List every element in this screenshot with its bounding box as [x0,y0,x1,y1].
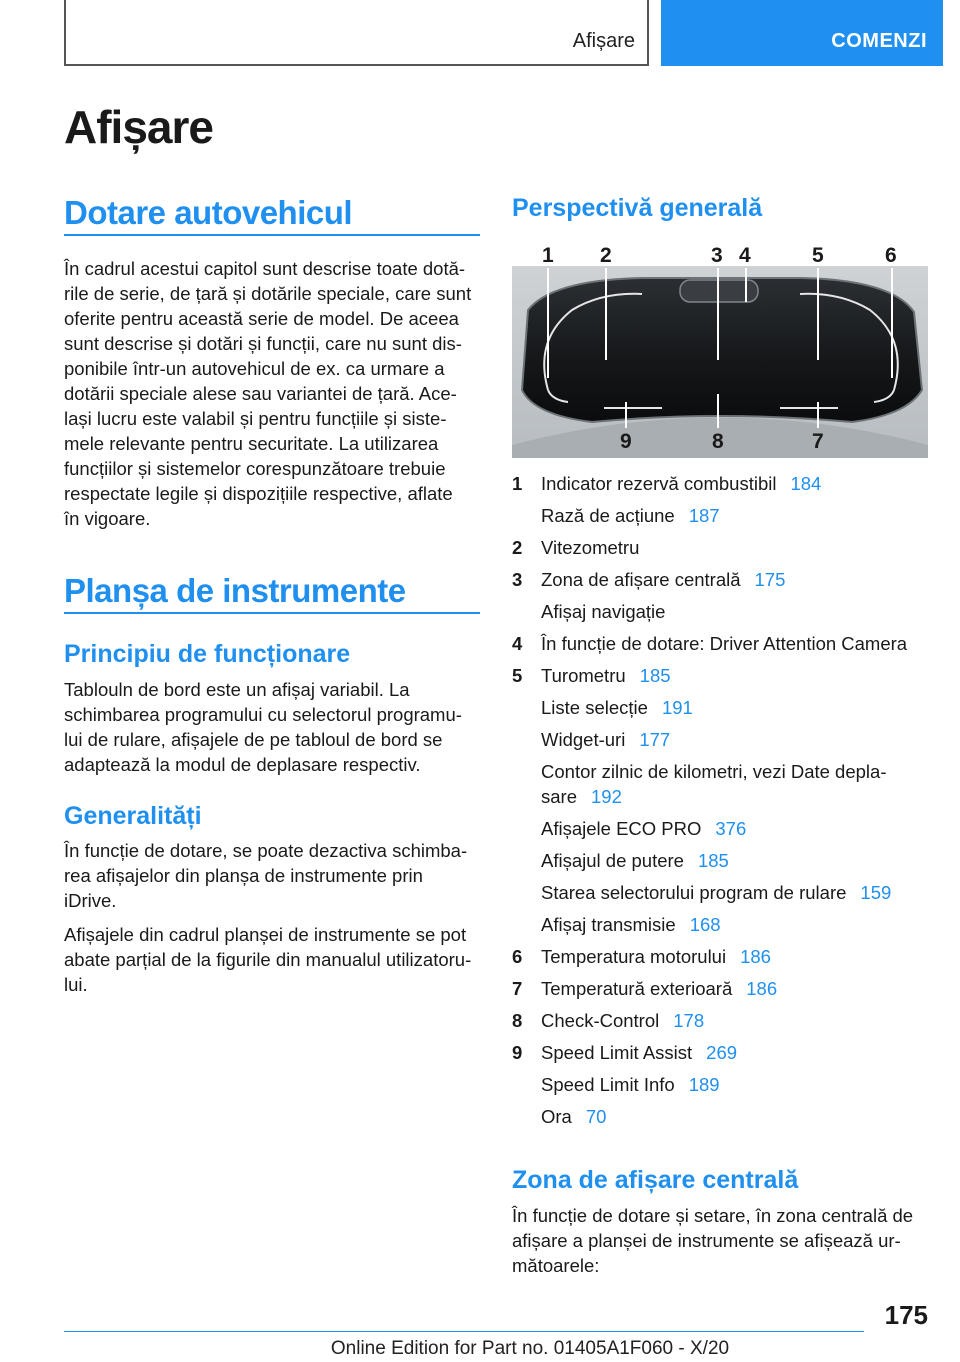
legend-text [541,880,931,905]
legend-label: Starea selectorului program de rulare [541,882,847,903]
header-section-box [64,0,649,66]
legend-text [541,759,931,809]
legend-label: Contor zilnic de kilometri, vezi Date depla- [541,761,887,782]
text-line: lui. [64,974,88,995]
legend-item [512,880,928,912]
legend-item [512,1040,928,1072]
legend-item [512,631,928,663]
paragraph-dotare [64,256,480,531]
legend-text [541,471,931,496]
heading-plansa-de-instrumente: Planșa de instrumente [64,572,406,609]
legend-label: Afișajul de putere [541,850,684,871]
legend-number: 6 [512,946,523,967]
legend-label: Speed Limit Info [541,1074,675,1095]
legend-label: Turometru [541,665,626,686]
instrument-cluster-illustration [512,240,928,458]
paragraph-zona [512,1203,928,1278]
legend-text [541,816,931,841]
legend-item [512,1072,928,1104]
legend-number: 7 [512,978,523,999]
page-reference-link[interactable]: 175 [754,569,786,590]
legend-item [512,944,928,976]
text-line: oferite pentru această serie de model. De aceea [64,308,459,329]
legend-text [541,944,931,969]
legend-text [541,1008,931,1033]
figure-label-4: 4 [739,244,751,267]
text-line: afișare a planșei de instrumente se afișează ur- [512,1230,901,1251]
legend-text [541,503,931,528]
text-line: lui de rulare, afișajele de pe tabloul de bord se [64,729,443,750]
paragraph-principiu [64,677,480,777]
legend-label: Rază de acțiune [541,505,675,526]
page-reference-link[interactable]: 159 [860,882,892,903]
legend-label: Ora [541,1106,572,1127]
heading-perspectiva-generala: Perspectivă generală [512,194,763,222]
figure-label-1: 1 [542,244,554,267]
page-number: 175 [884,1300,928,1330]
text-line: mătoarele: [512,1255,600,1276]
page-reference-link[interactable]: 168 [689,914,721,935]
legend-label: Temperatura motorului [541,946,727,967]
legend-number: 1 [512,473,523,494]
legend-label: Speed Limit Assist [541,1042,693,1063]
figure-label-2: 2 [600,244,612,267]
heading-dotare-autovehicul: Dotare autovehicul [64,194,353,231]
page-title: Afișare [64,101,213,153]
heading-rule [64,612,480,614]
instrument-cluster-figure [512,240,928,458]
page-reference-link[interactable]: 192 [591,786,622,807]
legend-text [541,599,931,624]
footer-rule [64,1331,864,1332]
legend-item [512,1104,928,1136]
text-line: rea afișajelor din planșa de instrumente prin [64,865,423,886]
figure-label-9: 9 [620,430,632,453]
page-reference-link[interactable]: 191 [661,697,693,718]
footer-edition [0,1338,960,1360]
legend-label: Liste selecție [541,697,648,718]
legend-label: Check-Control [541,1010,660,1031]
heading-zona-de-afisare-centrala: Zona de afișare centrală [512,1166,799,1194]
figure-label-7: 7 [812,430,824,453]
figure-legend-list [512,471,928,1136]
legend-text [541,567,931,592]
page-reference-link[interactable]: 187 [688,505,720,526]
legend-text [541,976,931,1001]
heading-generalitati: Generalități [64,802,202,830]
legend-label: Vitezometru [541,537,640,558]
header-chapter-label: COMENZI [831,30,927,52]
text-line: în vigoare. [64,508,151,529]
page-reference-link[interactable]: 185 [697,850,729,871]
page-reference-link[interactable]: 269 [706,1042,738,1063]
legend-item [512,1008,928,1040]
page-reference-link[interactable]: 178 [673,1010,705,1031]
text-line: schimbarea programului cu selectorul programu- [64,704,462,725]
legend-text [541,695,931,720]
paragraph-generalitati-1 [64,838,480,913]
legend-label: Afișaj navigație [541,601,666,622]
legend-label-continued: sare [541,786,577,807]
text-line: Afișajele din cadrul planșei de instrumente se pot [64,924,467,945]
legend-item [512,848,928,880]
legend-item [512,816,928,848]
legend-item [512,759,928,816]
text-line: Tablouln de bord este un afișaj variabil. La [64,679,410,700]
page-reference-link[interactable]: 376 [715,818,747,839]
figure-label-3: 3 [711,244,723,267]
text-line: În funcție de dotare, se poate dezactiva schimba- [64,840,468,861]
figure-label-6: 6 [885,244,897,267]
header-section-label: Afișare [572,30,635,52]
legend-number: 3 [512,569,523,590]
page-reference-link[interactable]: 184 [790,473,822,494]
legend-item [512,471,928,503]
legend-number: 5 [512,665,523,686]
text-line: adaptează la modul de deplasare respectiv. [64,754,421,775]
legend-item [512,567,928,599]
legend-text [541,912,931,937]
legend-number: 9 [512,1042,523,1063]
legend-label: În funcție de dotare: Driver Attention Camera [541,633,908,654]
legend-label: Widget-uri [541,729,626,750]
text-line: abate parțial de la figurile din manualul utilizatoru- [64,949,472,970]
legend-item [512,695,928,727]
legend-label: Indicator rezervă combustibil [541,473,777,494]
legend-item [512,663,928,695]
text-line: funcțiilor și sistemelor corespunzătoare trebuie [64,458,446,479]
page-reference-link[interactable]: 186 [746,978,778,999]
page-reference-link[interactable]: 70 [585,1106,607,1127]
page-reference-link[interactable]: 189 [688,1074,720,1095]
text-line: În funcție de dotare și setare, în zona centrală de [512,1205,914,1226]
legend-number: 8 [512,1010,523,1031]
legend-text [541,535,931,560]
header-chapter-tab[interactable] [661,0,943,66]
legend-label: Afișaj transmisie [541,914,676,935]
paragraph-generalitati-2 [64,922,480,997]
legend-text [541,631,931,656]
legend-item [512,599,928,631]
page-reference-link[interactable]: 177 [639,729,671,750]
legend-item [512,535,928,567]
legend-text [541,727,931,752]
text-line: În cadrul acestui capitol sunt descrise toate dotă- [64,258,466,279]
text-line: mele relevante pentru securitate. La utilizarea [64,433,439,454]
legend-text [541,1040,931,1065]
text-line: iDrive. [64,890,117,911]
footer-edition-text: Online Edition for Part no. 01405A1F060 - X/20 [330,1338,730,1359]
legend-item [512,912,928,944]
legend-item [512,727,928,759]
text-line: rile de serie, de țară și dotările speciale, care sunt [64,283,472,304]
legend-label: Temperatură exterioară [541,978,733,999]
legend-number: 4 [512,633,523,654]
legend-item [512,976,928,1008]
heading-principiu-de-functionare: Principiu de funcționare [64,640,351,668]
legend-text [541,1072,931,1097]
legend-item [512,503,928,535]
legend-label: Afișajele ECO PRO [541,818,702,839]
figure-label-8: 8 [712,430,724,453]
heading-rule [64,234,480,236]
legend-text [541,848,931,873]
text-line: ponibile într-un autovehicul de ex. ca urmare a [64,358,445,379]
text-line: lași lucru este valabil și pentru funcțiile și siste- [64,408,447,429]
legend-text [541,1104,931,1129]
page-reference-link[interactable]: 185 [639,665,671,686]
legend-label: Zona de afișare centrală [541,569,741,590]
legend-number: 2 [512,537,523,558]
text-line: sunt descrise și dotări și funcții, care nu sunt dis- [64,333,462,354]
text-line: dotării speciale alese sau variantei de țară. Ace- [64,383,457,404]
figure-label-5: 5 [812,244,824,267]
page-reference-link[interactable]: 186 [740,946,771,967]
text-line: respectate legile și dispozițiile respective, aflate [64,483,453,504]
legend-text [541,663,931,688]
